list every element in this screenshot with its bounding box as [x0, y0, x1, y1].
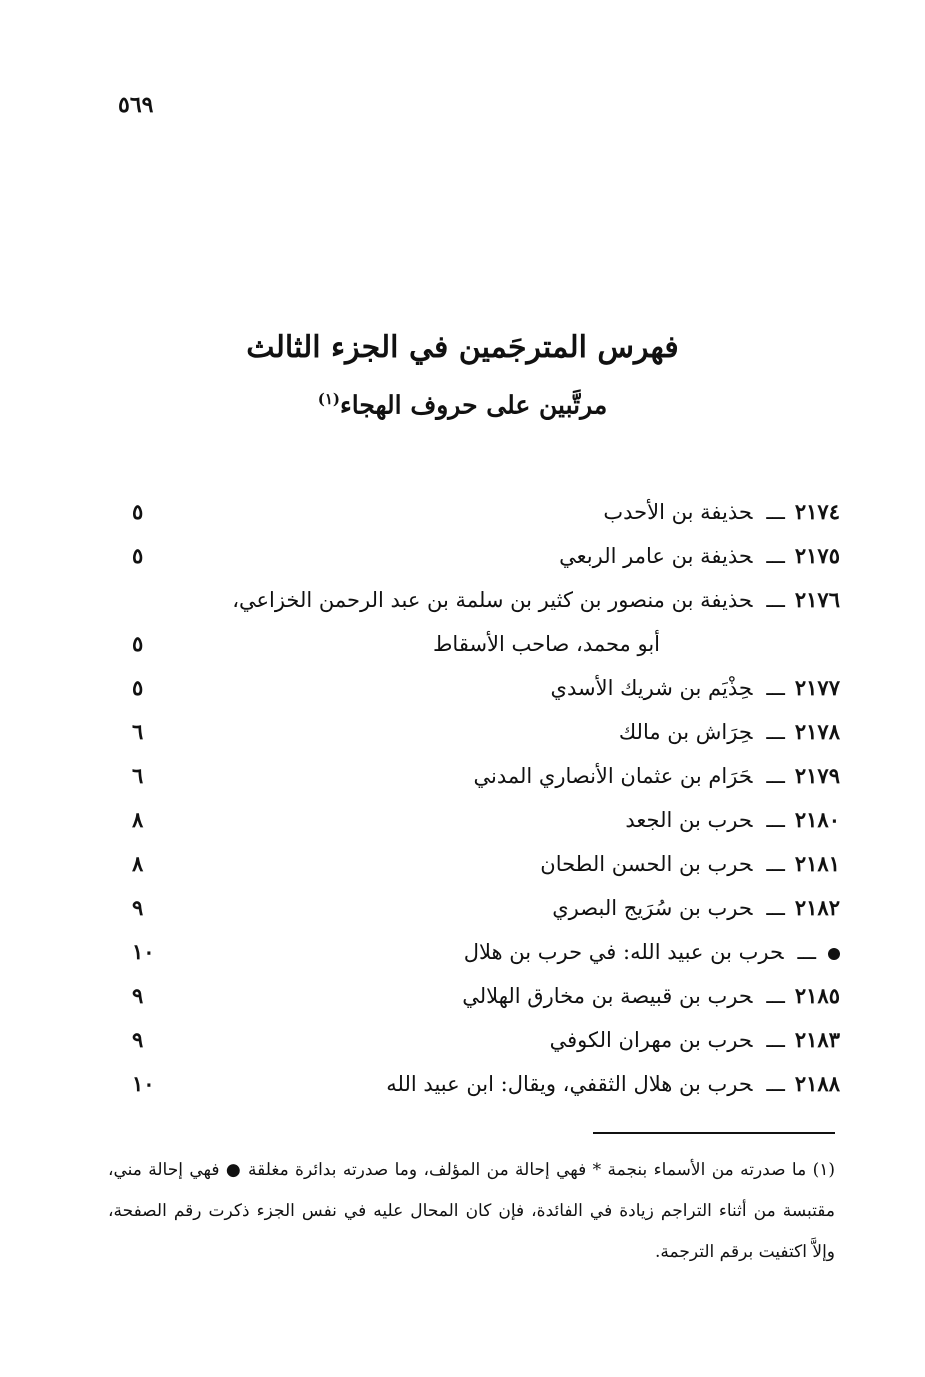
entry-name: حذيفة بن الأحدب — [603, 500, 753, 524]
index-entry — [110, 490, 840, 534]
entry-dash: ـــ — [766, 720, 785, 744]
entry-dash: ـــ — [766, 808, 785, 832]
entry-page: ٥ — [132, 543, 144, 568]
entry-name: حرب بن سُرَيج البصري — [552, 896, 753, 920]
entry-dash: ـــ — [766, 676, 785, 700]
entry-dash: ـــ — [766, 1028, 785, 1052]
index-list — [110, 490, 840, 1106]
entry-dash: ـــ — [766, 588, 785, 612]
filled-circle-icon — [828, 948, 840, 960]
entry-name: حرب بن مهران الكوفي — [549, 1028, 753, 1052]
page-number: ٥٦٩ — [118, 92, 154, 118]
index-entry — [110, 842, 840, 886]
footnote-marker: (١) — [317, 390, 341, 408]
index-entry — [110, 1018, 840, 1062]
entry-name: حِذْيَم بن شريك الأسدي — [550, 676, 753, 700]
entry-page: ٩ — [132, 895, 144, 920]
entry-name: حرب بن هلال الثقفي، ويقال: ابن عبيد الله — [386, 1072, 753, 1096]
entry-number: ٢١٨١ — [794, 851, 840, 876]
entry-number: ٢١٧٤ — [794, 499, 840, 524]
entry-name: حرب بن الحسن الطحان — [540, 852, 753, 876]
index-entry — [110, 974, 840, 1018]
entry-name: حرب بن الجعد — [625, 808, 753, 832]
entry-dash: ـــ — [766, 764, 785, 788]
entry-page: ٩ — [132, 983, 144, 1008]
entry-name: حِرَاش بن مالك — [618, 720, 753, 744]
entry-name: حَرَام بن عثمان الأنصاري المدني — [473, 764, 753, 788]
entry-name: أبو محمد، صاحب الأسقاط — [433, 632, 660, 656]
entry-dash: ـــ — [766, 896, 785, 920]
entry-number: ٢١٨٥ — [794, 983, 840, 1008]
index-entry — [110, 798, 840, 842]
entry-page: ١٠ — [132, 939, 155, 964]
subtitle-text: مرتَّبين على حروف الهجاء — [340, 390, 608, 420]
entry-number: ٢١٧٩ — [794, 763, 840, 788]
entry-number: ٢١٧٧ — [794, 675, 840, 700]
entry-number: ٢١٨٠ — [794, 807, 840, 832]
footnote: (١) ما صدرته من الأسماء بنجمة * فهي إحالة من المؤلف، وما صدرته بدائرة مغلقة ● فهي إحالة مني، مقتبسة من أثناء التراجم زيادة في الفائدة، فإن كان المحال عليه في نفس الجزء ذكرت رقم الصفحة، وإلاَّ اكتفيت برقم الترجمة. — [108, 1160, 835, 1262]
entry-page: ٦ — [132, 719, 144, 744]
entry-number: ٢١٨٣ — [794, 1027, 840, 1052]
page-title: فهرس المترجَمين في الجزء الثالث — [246, 330, 679, 365]
entry-number: ٢١٨٨ — [794, 1071, 840, 1096]
entry-page: ٨ — [132, 851, 144, 876]
entry-page: ١٠ — [132, 1071, 155, 1096]
entry-dash: ـــ — [766, 852, 785, 876]
entry-page: ٨ — [132, 807, 144, 832]
entry-dash: ـــ — [797, 940, 816, 964]
entry-page: ٩ — [132, 1027, 144, 1052]
index-entry — [110, 1062, 840, 1106]
index-entry-continuation — [110, 622, 840, 666]
index-entry — [110, 578, 840, 622]
index-entry — [110, 666, 840, 710]
entry-dash: ـــ — [766, 984, 785, 1008]
page-subtitle — [0, 390, 925, 419]
entry-name: حرب بن عبيد الله: في حرب بن هلال — [463, 940, 784, 964]
footnote-divider — [593, 1132, 835, 1134]
entry-number: ٢١٨٢ — [794, 895, 840, 920]
index-entry — [110, 710, 840, 754]
entry-number: ٢١٧٨ — [794, 719, 840, 744]
entry-page: ٥ — [132, 675, 144, 700]
index-entry — [110, 534, 840, 578]
entry-page: ٦ — [132, 763, 144, 788]
entry-name: حذيفة بن عامر الربعي — [559, 544, 753, 568]
entry-page: ٥ — [132, 631, 144, 656]
entry-page: ٥ — [132, 499, 144, 524]
index-entry-referral — [110, 930, 840, 974]
entry-dash: ـــ — [766, 544, 785, 568]
entry-number: ٢١٧٦ — [794, 587, 840, 612]
entry-name: حذيفة بن منصور بن كثير بن سلمة بن عبد الرحمن الخزاعي، — [232, 588, 753, 612]
index-entry — [110, 886, 840, 930]
entry-name: حرب بن قبيصة بن مخارق الهلالي — [462, 984, 753, 1008]
index-entry — [110, 754, 840, 798]
entry-number: ٢١٧٥ — [794, 543, 840, 568]
entry-dash: ـــ — [766, 500, 785, 524]
entry-dash: ـــ — [766, 1072, 785, 1096]
